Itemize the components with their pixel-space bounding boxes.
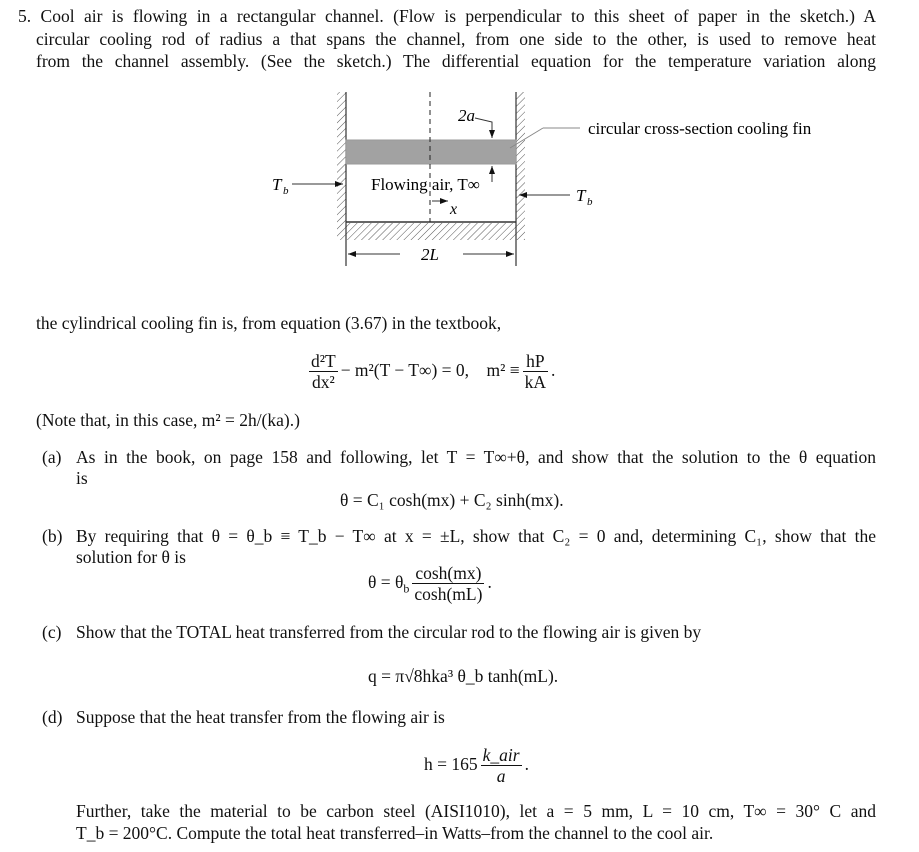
svg-text:b: b bbox=[587, 196, 593, 208]
bottom-wall-hatch bbox=[346, 223, 516, 240]
label-fin: circular cross-section cooling fin bbox=[588, 119, 812, 138]
problem-number: 5. bbox=[18, 6, 32, 26]
after-sketch-text: the cylindrical cooling fin is, from equation (3.67) in the textbook, bbox=[36, 313, 502, 333]
label-flowing-air: Flowing air, T∞ bbox=[371, 175, 480, 194]
cooling-fin bbox=[346, 140, 516, 164]
equation-d: h = 165 $\frac{\text{k\_air}}{a}$ . bbox=[424, 745, 529, 787]
channel-sketch bbox=[0, 0, 919, 280]
left-wall-hatch bbox=[337, 92, 346, 240]
intro-line-1: Cool air is flowing in a rectangular channel. (Flow is perpendicular to this sheet of paper in the sketch.) A bbox=[40, 6, 877, 26]
right-wall-hatch bbox=[516, 92, 525, 240]
label-tb-right: T bbox=[576, 186, 586, 205]
label-tb-left: T bbox=[272, 175, 282, 194]
equation-c: q = π√8hka³ θ_b tanh(mL). bbox=[368, 666, 559, 686]
main-equation: $\frac{\text{d²T}}{\text{dx²}}$ − m²(T − T∞) = 0, m² ≡ $\frac{hP}{kA}$ . bbox=[311, 351, 556, 393]
label-2a: 2a bbox=[458, 106, 475, 125]
equation-b: $\theta = \theta_b$ $\frac{\cosh(mx)}{\cosh(mL)}$ . bbox=[368, 563, 492, 605]
intro-line-2: circular cooling rod of radius a that spans the channel, from one side to the other, is used to remove heat bbox=[36, 29, 876, 49]
svg-text:b: b bbox=[283, 185, 289, 197]
note: (Note that, in this case, m² = 2h/(ka).) bbox=[36, 410, 300, 430]
equation-a: θ = C₁ cosh(mx) + C₂ sinh(mx). bbox=[340, 490, 564, 510]
intro-line-3: from the channel assembly. (See the sketch.) The differential equation for the temperature variation along bbox=[36, 51, 876, 71]
label-x: x bbox=[450, 201, 458, 218]
label-2L: 2L bbox=[421, 245, 439, 264]
